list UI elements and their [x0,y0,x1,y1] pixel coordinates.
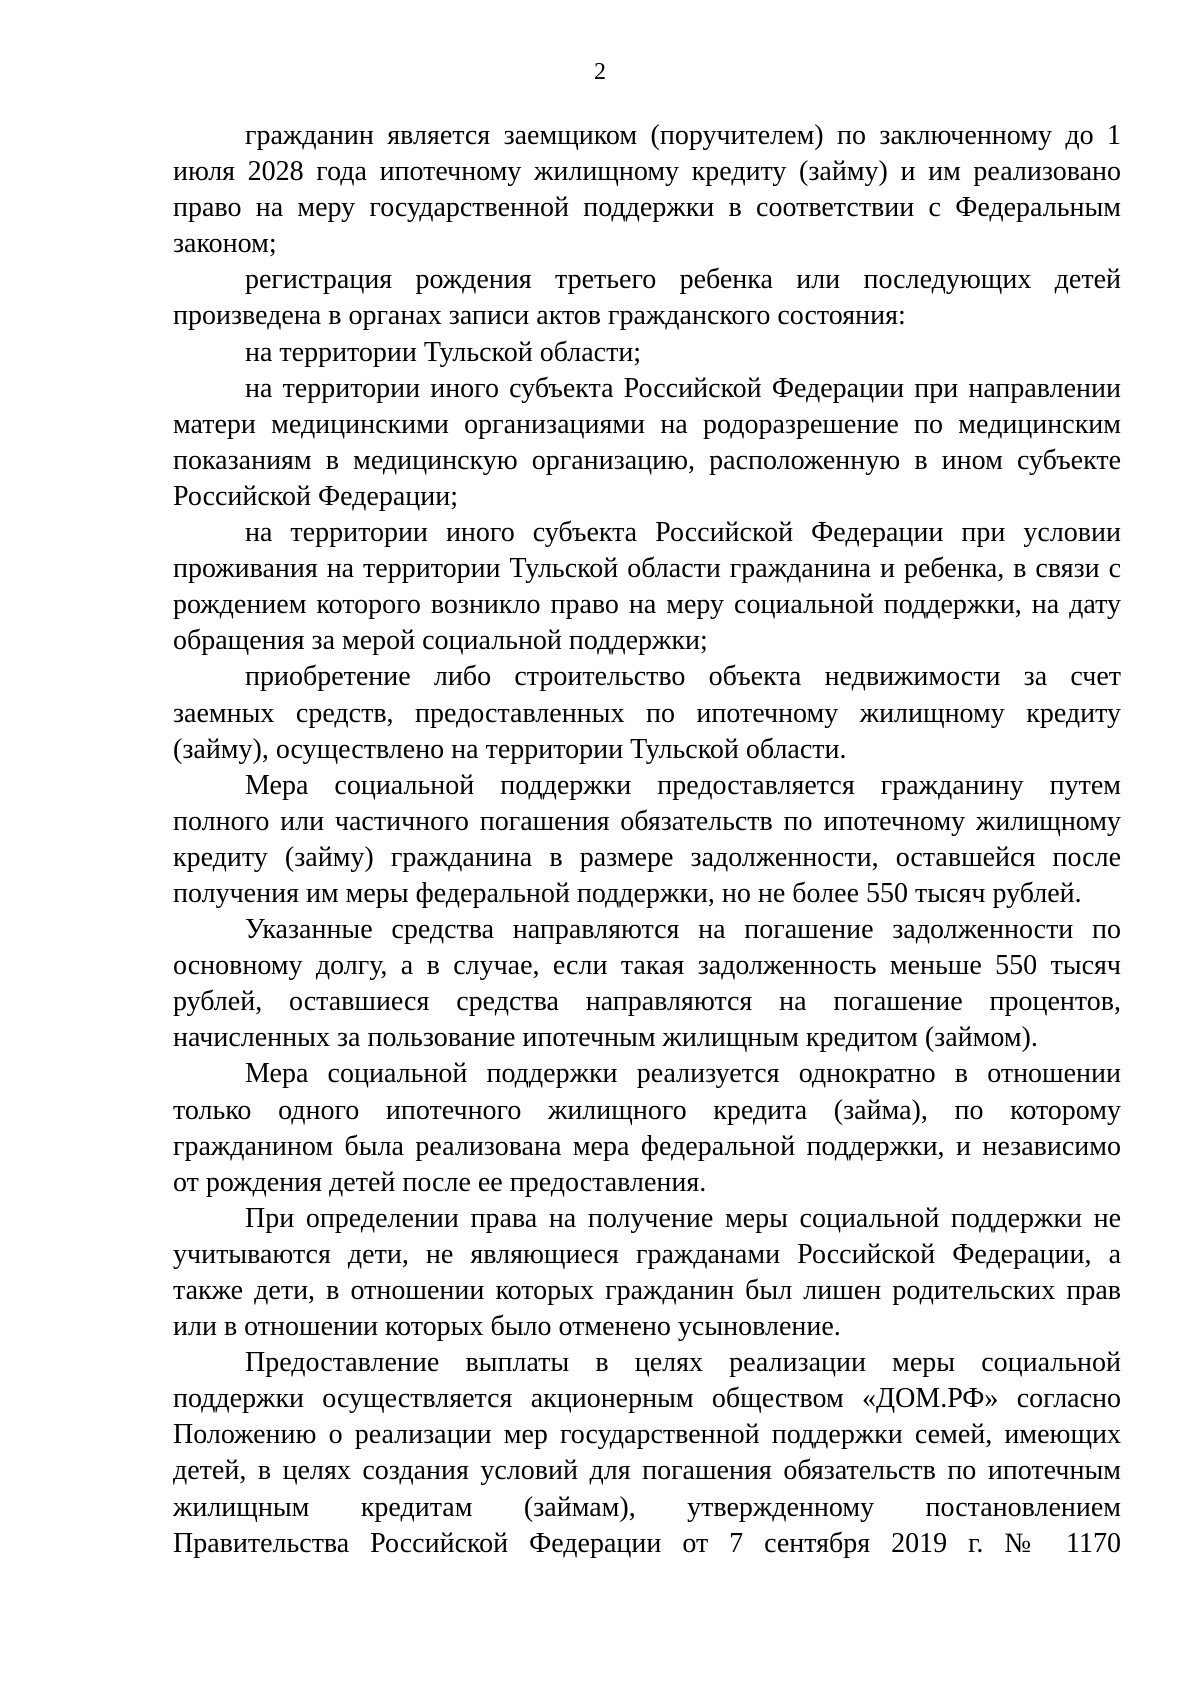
paragraph-one-time-support: Мера социальной поддержки реализуется однократно в отношении только одного ипотечного жилищного кредита (займа), по которому гражданином была реализована мера федеральной поддержки, и независимо от рождения детей после ее предоставления. [173,1058,1121,1198]
paragraph-borrower-condition: гражданин является заемщиком (поручителем) по заключенному до 1 июля 2028 года ипотечному жилищному кредиту (займу) и им реализовано право на меру государственной поддержки в соответствии с Федеральным законом; [173,120,1121,260]
paragraph-birth-registration: регистрация рождения третьего ребенка или последующих детей произведена в органах записи актов гражданского состояния: [173,264,1121,332]
paragraph-funds-direction: Указанные средства направляются на погашение задолженности по основному долгу, а в случае, если такая задолженность меньше 550 тысяч рублей, оставшиеся средства направляются на погашение процентов, начисленных за пользование ипотечным жилищным кредитом (займом). [173,914,1121,1054]
paragraph-domrf-payment: Предоставление выплаты в целях реализации меры социальной поддержки осуществляется акционерным обществом «ДОМ.РФ» согласно Положению о реализации мер государственной поддержки семей, имеющих детей, в целях создания условий для погашения обязательств по ипотечным жилищным кредитам (займам), утвержденному постановлением Правительства Российской Федерации от 7 сентября 2019 г. № 1170 [173,1347,1121,1559]
page-number: 2 [594,59,606,85]
paragraph-property-acquisition: приобретение либо строительство объекта недвижимости за счет заемных средств, предоставленных по ипотечному жилищному кредиту (займу), осуществлено на территории Тульской области. [173,661,1121,765]
document-body [173,118,1121,1562]
paragraph-other-region-residence: на территории иного субъекта Российской Федерации при условии проживания на территории Тульской области гражданина и ребенка, в связи с рождением которого возникло право на меру социальной поддержки, на дату обращения за мерой социальной поддержки; [173,517,1121,657]
paragraph-children-exclusion: При определении права на получение меры социальной поддержки не учитываются дети, не являющиеся гражданами Российской Федерации, а также дети, в отношении которых гражданин был лишен родительских прав или в отношении которых было отменено усыновление. [173,1202,1121,1343]
paragraph-tula-territory: на территории Тульской области; [245,336,642,368]
paragraph-support-provision: Мера социальной поддержки предоставляется гражданину путем полного или частичного погашения обязательств по ипотечному жилищному кредиту (займу) гражданина в размере задолженности, оставшейся после получения им меры федеральной поддержки, но не более 550 тысяч рублей. [173,769,1121,909]
paragraph-other-region-medical: на территории иного субъекта Российской Федерации при направлении матери медицинскими организациями на родоразрешение по медицинским показаниям в медицинскую организацию, расположенную в ином субъекте Российской Федерации; [173,372,1121,512]
